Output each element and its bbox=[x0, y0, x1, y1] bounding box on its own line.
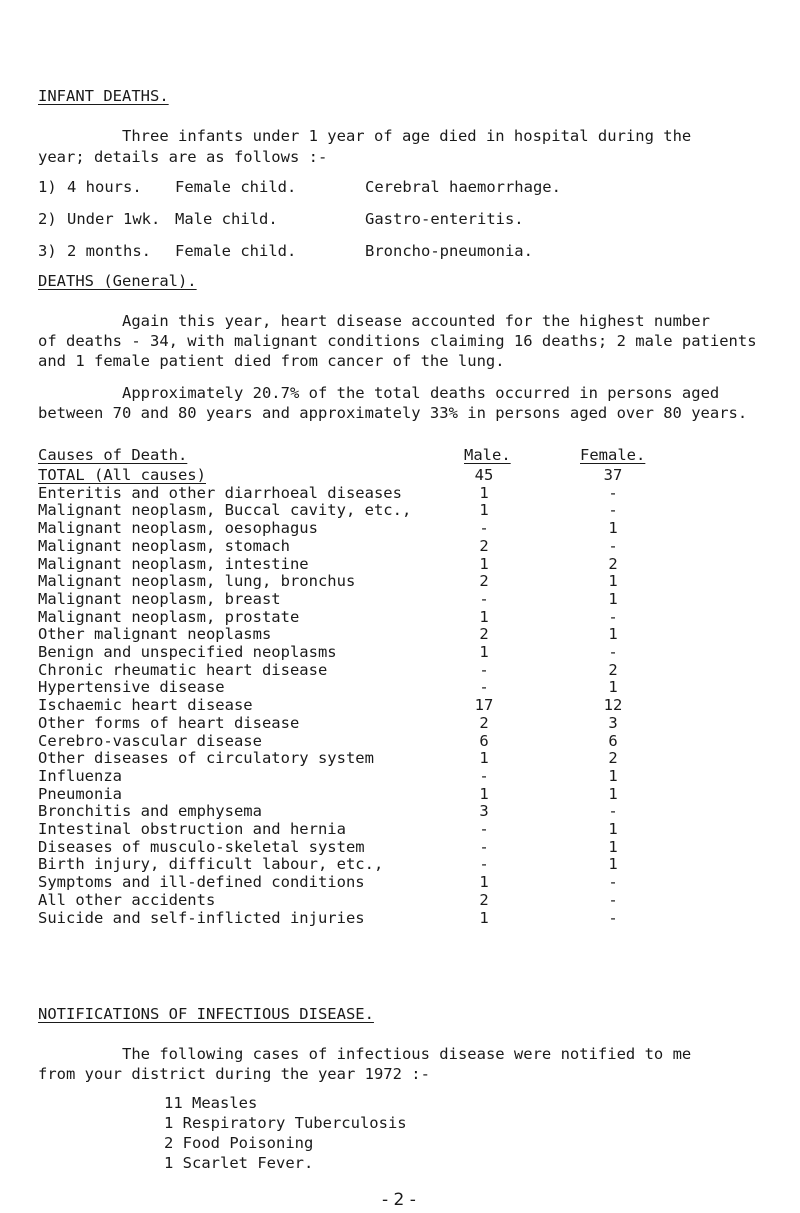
table-row-male-count: 17 bbox=[474, 696, 494, 714]
notifications-intro-line-2: from your district during the year 1972 :- bbox=[38, 1065, 430, 1083]
table-row-female-count: 2 bbox=[608, 555, 618, 573]
general-para-1-line-1: Again this year, heart disease accounted for the highest number bbox=[122, 312, 710, 330]
infant-intro-line-2: year; details are as follows :- bbox=[38, 148, 328, 166]
table-row-cause: Other forms of heart disease bbox=[38, 714, 300, 732]
table-row-male-count: 2 bbox=[479, 714, 489, 732]
notifications-intro-line-1: The following cases of infectious disease were notified to me bbox=[122, 1045, 692, 1063]
table-row-male-count: 1 bbox=[479, 608, 489, 626]
table-row-cause: TOTAL (All causes) bbox=[38, 466, 206, 484]
table-row-female-count: 1 bbox=[608, 767, 618, 785]
case-age: 2 months. bbox=[67, 242, 151, 260]
infant-intro-line-1: Three infants under 1 year of age died in hospital during the bbox=[122, 127, 692, 145]
table-row-female-count: 1 bbox=[608, 838, 618, 856]
table-row-cause: All other accidents bbox=[38, 891, 216, 909]
general-deaths-heading: DEATHS (General). bbox=[38, 272, 197, 290]
table-row-cause: Malignant neoplasm, Buccal cavity, etc., bbox=[38, 501, 412, 519]
column-header-female: Female. bbox=[580, 446, 646, 464]
table-row-cause: Enteritis and other diarrhoeal diseases bbox=[38, 484, 402, 502]
case-number: 3) bbox=[38, 242, 57, 260]
table-row-male-count: 2 bbox=[479, 625, 489, 643]
table-row-male-count: - bbox=[479, 590, 489, 608]
table-row-female-count: - bbox=[608, 484, 618, 502]
table-row-female-count: - bbox=[608, 608, 618, 626]
list-item: 1 Respiratory Tuberculosis bbox=[164, 1114, 407, 1132]
list-item: 11 Measles bbox=[164, 1094, 258, 1112]
table-row-female-count: - bbox=[608, 909, 618, 927]
table-row-male-count: 1 bbox=[479, 555, 489, 573]
table-row-cause: Malignant neoplasm, intestine bbox=[38, 555, 309, 573]
table-row-cause: Other malignant neoplasms bbox=[38, 625, 272, 643]
table-row-female-count: - bbox=[608, 537, 618, 555]
case-number: 1) bbox=[38, 178, 57, 196]
table-row-female-count: 1 bbox=[608, 572, 618, 590]
table-row-female-count: - bbox=[608, 643, 618, 661]
table-row-male-count: - bbox=[479, 855, 489, 873]
column-header-cause: Causes of Death. bbox=[38, 446, 188, 464]
table-row-cause: Hypertensive disease bbox=[38, 678, 225, 696]
general-para-2-line-1: Approximately 20.7% of the total deaths occurred in persons aged bbox=[122, 384, 720, 402]
table-row-male-count: - bbox=[479, 838, 489, 856]
table-row-cause: Pneumonia bbox=[38, 785, 122, 803]
column-header-male: Male. bbox=[464, 446, 511, 464]
table-row-cause: Malignant neoplasm, stomach bbox=[38, 537, 290, 555]
case-sex: Male child. bbox=[175, 210, 278, 228]
table-row-cause: Intestinal obstruction and hernia bbox=[38, 820, 346, 838]
case-sex: Female child. bbox=[175, 178, 297, 196]
table-row-female-count: 6 bbox=[608, 732, 618, 750]
table-row-cause: Bronchitis and emphysema bbox=[38, 802, 262, 820]
table-row-cause: Ischaemic heart disease bbox=[38, 696, 253, 714]
table-row-female-count: 1 bbox=[608, 785, 618, 803]
table-row-male-count: - bbox=[479, 519, 489, 537]
table-row-male-count: 2 bbox=[479, 891, 489, 909]
table-row-male-count: 1 bbox=[479, 909, 489, 927]
table-row-male-count: 1 bbox=[479, 484, 489, 502]
case-number: 2) bbox=[38, 210, 57, 228]
table-row-cause: Malignant neoplasm, breast bbox=[38, 590, 281, 608]
table-row-female-count: - bbox=[608, 501, 618, 519]
table-row-female-count: 3 bbox=[608, 714, 618, 732]
table-row-male-count: 1 bbox=[479, 643, 489, 661]
case-age: 4 hours. bbox=[67, 178, 142, 196]
table-row-cause: Birth injury, difficult labour, etc., bbox=[38, 855, 384, 873]
general-para-1-line-2: of deaths - 34, with malignant conditions claiming 16 deaths; 2 male patients bbox=[38, 332, 757, 350]
table-row-male-count: 6 bbox=[479, 732, 489, 750]
table-row-female-count: 2 bbox=[608, 749, 618, 767]
table-row-male-count: 3 bbox=[479, 802, 489, 820]
table-row-female-count: 1 bbox=[608, 855, 618, 873]
general-para-1-line-3: and 1 female patient died from cancer of the lung. bbox=[38, 352, 505, 370]
table-row-female-count: 2 bbox=[608, 661, 618, 679]
case-sex: Female child. bbox=[175, 242, 297, 260]
table-row-male-count: 2 bbox=[479, 537, 489, 555]
table-row-male-count: 1 bbox=[479, 501, 489, 519]
case-cause: Cerebral haemorrhage. bbox=[365, 178, 561, 196]
table-row-cause: Malignant neoplasm, oesophagus bbox=[38, 519, 318, 537]
table-row-female-count: - bbox=[608, 891, 618, 909]
table-row-female-count: 12 bbox=[603, 696, 623, 714]
table-row-cause: Cerebro-vascular disease bbox=[38, 732, 262, 750]
list-item: 1 Scarlet Fever. bbox=[164, 1154, 314, 1172]
table-row-cause: Other diseases of circulatory system bbox=[38, 749, 374, 767]
general-para-2-line-2: between 70 and 80 years and approximately 33% in persons aged over 80 years. bbox=[38, 404, 748, 422]
table-row-cause: Symptoms and ill-defined conditions bbox=[38, 873, 365, 891]
case-cause: Gastro-enteritis. bbox=[365, 210, 524, 228]
table-row-cause: Chronic rheumatic heart disease bbox=[38, 661, 328, 679]
table-row-female-count: 37 bbox=[603, 466, 623, 484]
table-row-male-count: - bbox=[479, 661, 489, 679]
table-row-female-count: 1 bbox=[608, 519, 618, 537]
table-row-male-count: 1 bbox=[479, 749, 489, 767]
case-cause: Broncho-pneumonia. bbox=[365, 242, 533, 260]
notifications-heading: NOTIFICATIONS OF INFECTIOUS DISEASE. bbox=[38, 1005, 374, 1023]
case-age: Under 1wk. bbox=[67, 210, 161, 228]
table-row-female-count: 1 bbox=[608, 678, 618, 696]
table-row-male-count: - bbox=[479, 820, 489, 838]
table-row-cause: Malignant neoplasm, prostate bbox=[38, 608, 300, 626]
table-row-female-count: 1 bbox=[608, 625, 618, 643]
table-row-female-count: 1 bbox=[608, 820, 618, 838]
table-row-male-count: 45 bbox=[474, 466, 494, 484]
table-row-cause: Malignant neoplasm, lung, bronchus bbox=[38, 572, 356, 590]
table-row-male-count: 1 bbox=[479, 873, 489, 891]
table-row-cause: Benign and unspecified neoplasms bbox=[38, 643, 337, 661]
table-row-male-count: 1 bbox=[479, 785, 489, 803]
list-item: 2 Food Poisoning bbox=[164, 1134, 314, 1152]
table-row-female-count: - bbox=[608, 873, 618, 891]
infant-deaths-heading: INFANT DEATHS. bbox=[38, 87, 169, 105]
table-row-cause: Suicide and self-inflicted injuries bbox=[38, 909, 365, 927]
table-row-female-count: 1 bbox=[608, 590, 618, 608]
page-number: - 2 - bbox=[382, 1190, 416, 1210]
table-row-female-count: - bbox=[608, 802, 618, 820]
table-row-male-count: - bbox=[479, 678, 489, 696]
table-row-cause: Diseases of musculo-skeletal system bbox=[38, 838, 365, 856]
table-row-male-count: 2 bbox=[479, 572, 489, 590]
table-row-cause: Influenza bbox=[38, 767, 122, 785]
table-row-male-count: - bbox=[479, 767, 489, 785]
